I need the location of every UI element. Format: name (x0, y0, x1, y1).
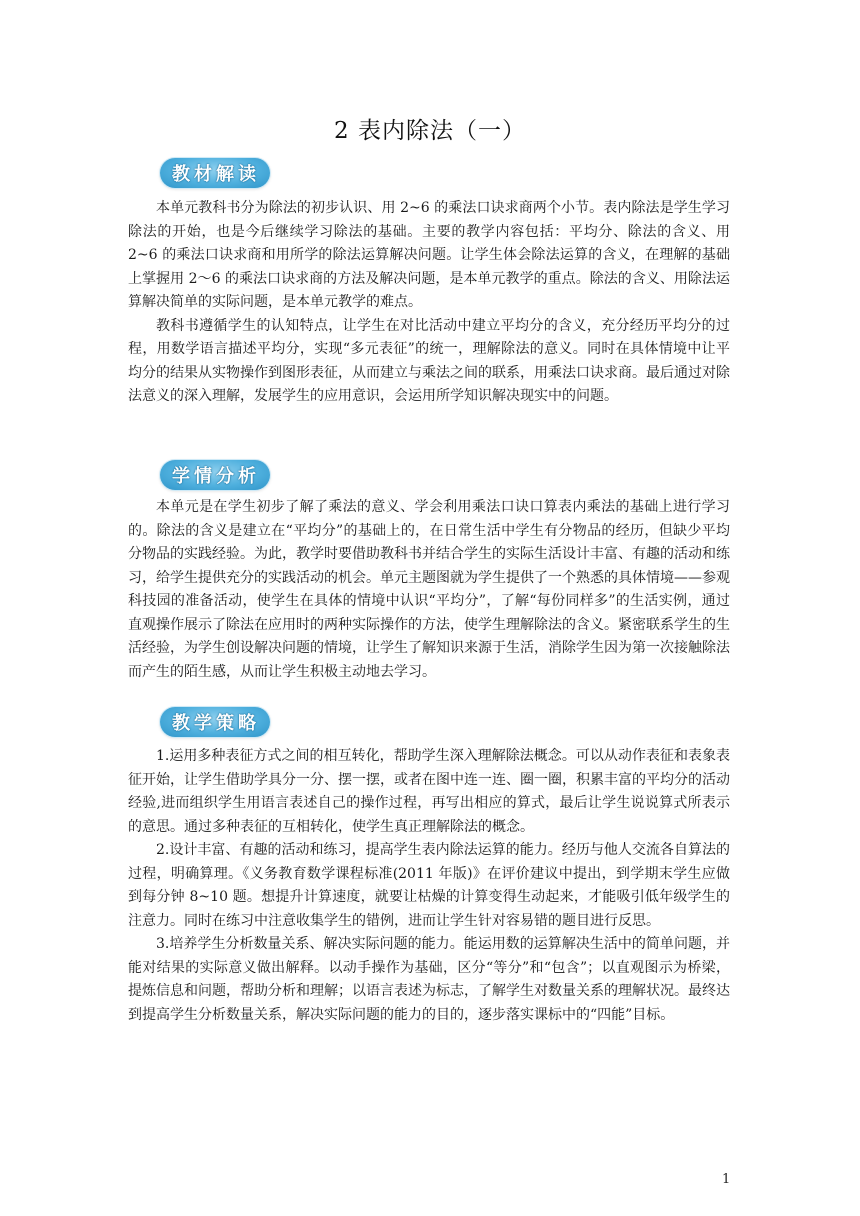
section-heading-text: 教学策略 (172, 713, 260, 734)
paragraph: 教科书遵循学生的认知特点，让学生在对比活动中建立平均分的含义，充分经历平均分的过程，用数学语言描述平均分，实现“多元表征”的统一，理解除法的意义。同时在具体情境中让平均分的结果从实物操作到图形表征，从而建立与乘法之间的联系，用乘法口诀求商。最后通过对除法意义的深入理解，发展学生的应用意识，会运用所学知识解决现实中的问题。 (128, 317, 730, 404)
section-heading-text: 教材解读 (172, 164, 260, 185)
section-body (128, 496, 730, 684)
paragraph: 1.运用多种表征方式之间的相互转化，帮助学生深入理解除法概念。可以从动作表征和表象表征开始，让学生借助学具分一分、摆一摆，或者在图中连一连、圈一圈，积累丰富的平均分的活动经验,进而组织学生用语言表述自己的操作过程，再写出相应的算式，最后让学生说说算式所表示的意思。通过多种表征的互相转化，使学生真正理解除法的概念。 (128, 748, 730, 835)
paragraph: 2.设计丰富、有趣的活动和练习，提高学生表内除法运算的能力。经历与他人交流各自算法的过程，明确算理。《义务教育数学课程标准(2011 年版)》在评价建议中提出，到学期末学生应做到每分钟 8~10 题。想提升计算速度，就要让枯燥的计算变得生动起来，才能吸引低年级学生的注意力。同时在练习中注意收集学生的错例，进而让学生针对容易错的题目进行反思。 (128, 842, 730, 929)
paragraph: 本单元是在学生初步了解了乘法的意义、学会利用乘法口诀口算表内乘法的基础上进行学习的。除法的含义是建立在“平均分”的基础上的，在日常生活中学生有分物品的经历，但缺少平均分物品的实践经验。为此，教学时要借助教科书并结合学生的实际生活设计丰富、有趣的活动和练习，给学生提供充分的实践活动的机会。单元主题图就为学生提供了一个熟悉的具体情境——参观科技园的准备活动，使学生在具体的情境中认识“平均分”，了解“每份同样多”的生活实例，通过直观操作展示了除法在应用时的两种实际操作的方法，使学生理解除法的含义。紧密联系学生的生活经验，为学生创设解决问题的情境，让学生了解知识来源于生活，消除学生因为第一次接触除法而产生的陌生感，从而让学生积极主动地去学习。 (128, 499, 730, 680)
page-title: 2 表内除法（一） (334, 118, 526, 144)
section-heading-text: 学情分析 (172, 466, 260, 487)
section-body (128, 745, 730, 1027)
paragraph: 本单元教科书分为除法的初步认识、用 2~6 的乘法口诀求商两个小节。表内除法是学生学习除法的开始，也是今后继续学习除法的基础。主要的教学内容包括：平均分、除法的含义、用 2~6 的乘法口诀求商和用所学的除法运算解决问题。让学生体会除法运算的含义，在理解的基础上掌握用 2～6 的乘法口诀求商的方法及解决问题，是本单元教学的重点。除法的含义、用除法运算解决简单的实际问题，是本单元教学的难点。 (128, 200, 730, 310)
page-number: 1 (722, 1172, 731, 1187)
section-body (128, 197, 730, 409)
section-heading-badge (160, 707, 270, 737)
paragraph: 3.培养学生分析数量关系、解决实际问题的能力。能运用数的运算解决生活中的简单问题，并能对结果的实际意义做出解释。以动手操作为基础，区分“等分”和“包含”；以直观图示为桥梁，提炼信息和问题，帮助分析和理解；以语言表述为标志，了解学生对数量关系的理解状况。最终达到提高学生分析数量关系，解决实际问题的能力的目的，逐步落实课标中的“四能”目标。 (128, 936, 730, 1023)
section-heading-badge (160, 460, 270, 490)
section-heading-badge (160, 158, 270, 188)
